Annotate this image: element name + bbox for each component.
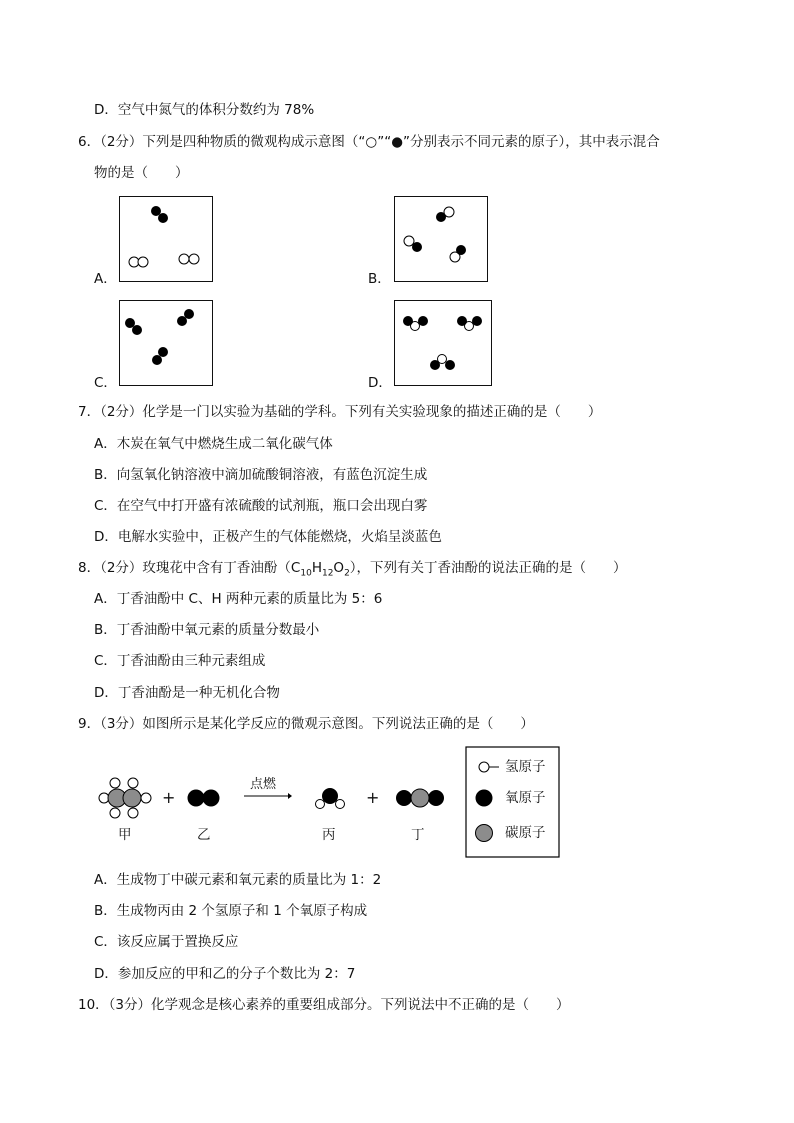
q8-option-b: B．丁香油酚中氧元素的质量分数最小 <box>94 622 320 638</box>
q6-option-c-label: C． <box>94 375 117 391</box>
q8-option-a: A．丁香油酚中 C、H 两种元素的质量比为 5：6 <box>94 591 383 607</box>
q9-stem: 9．（3分）如图所示是某化学反应的微观示意图。下列说法正确的是（ ） <box>78 716 534 732</box>
q8-stem-pre: 8．（2分）玫瑰花中含有丁香油酚（C <box>78 560 301 576</box>
q8-stem-sub2: 12 <box>321 568 334 579</box>
q8-stem-sub3: 2 <box>344 568 350 579</box>
q9-label-jia: 甲 <box>118 827 132 843</box>
q9-plus-1: + <box>162 788 176 807</box>
q9-legend-carbon: 碳原子 <box>505 825 546 841</box>
q6-option-a-label: A． <box>94 271 117 287</box>
q9-arrow-label: 点燃 <box>250 777 277 792</box>
q10-stem: 10．（3分）化学观念是核心素养的重要组成部分。下列说法中不正确的是（ ） <box>78 997 570 1013</box>
q8-stem-sub1: 10 <box>300 568 312 579</box>
q9-legend-hydrogen: 氢原子 <box>505 759 546 775</box>
q7-option-b: B．向氢氧化钠溶液中滴加硫酸铜溶液，有蓝色沉淀生成 <box>94 467 428 483</box>
q9-option-b: B．生成物丙由 2 个氢原子和 1 个氧原子构成 <box>94 903 368 919</box>
q8-stem-mid2: O <box>333 560 345 576</box>
q7-option-c: C．在空气中打开盛有浓硫酸的试剂瓶，瓶口会出现白雾 <box>94 498 428 514</box>
q7-option-d: D．电解水实验中，正极产生的气体能燃烧，火焰呈淡蓝色 <box>94 529 442 545</box>
q9-label-ding: 丁 <box>411 827 425 843</box>
q9-option-a: A．生成物丁中碳元素和氧元素的质量比为 1：2 <box>94 872 382 888</box>
q6-option-b-label: B． <box>368 271 391 287</box>
q9-legend-oxygen: 氧原子 <box>505 790 546 806</box>
q8-stem-mid1: H <box>311 560 322 576</box>
q9-label-yi: 乙 <box>197 827 211 843</box>
q6-option-d-label: D． <box>368 375 392 391</box>
q9-plus-2: + <box>366 788 380 807</box>
q9-option-d: D．参加反应的甲和乙的分子个数比为 2：7 <box>94 966 356 982</box>
q7-stem: 7．（2分）化学是一门以实验为基础的学科。下列有关实验现象的描述正确的是（ ） <box>78 404 602 420</box>
q7-option-a: A．木炭在氧气中燃烧生成二氧化碳气体 <box>94 436 333 452</box>
q6-stem-line2: 物的是（ ） <box>94 165 189 181</box>
q8-option-d: D．丁香油酚是一种无机化合物 <box>94 685 280 701</box>
q9-label-bing: 丙 <box>322 827 336 843</box>
q6-stem-line1: 6．（2分）下列是四种物质的微观构成示意图（“○”“●”分别表示不同元素的原子），其中表示混合 <box>78 134 660 150</box>
q8-stem-post: ），下列有关丁香油酚的说法正确的是（ ） <box>349 560 627 576</box>
q8-option-c: C．丁香油酚由三种元素组成 <box>94 653 266 669</box>
q5-option-d: D．空气中氮气的体积分数约为 78% <box>94 102 315 118</box>
q9-option-c: C．该反应属于置换反应 <box>94 934 239 950</box>
